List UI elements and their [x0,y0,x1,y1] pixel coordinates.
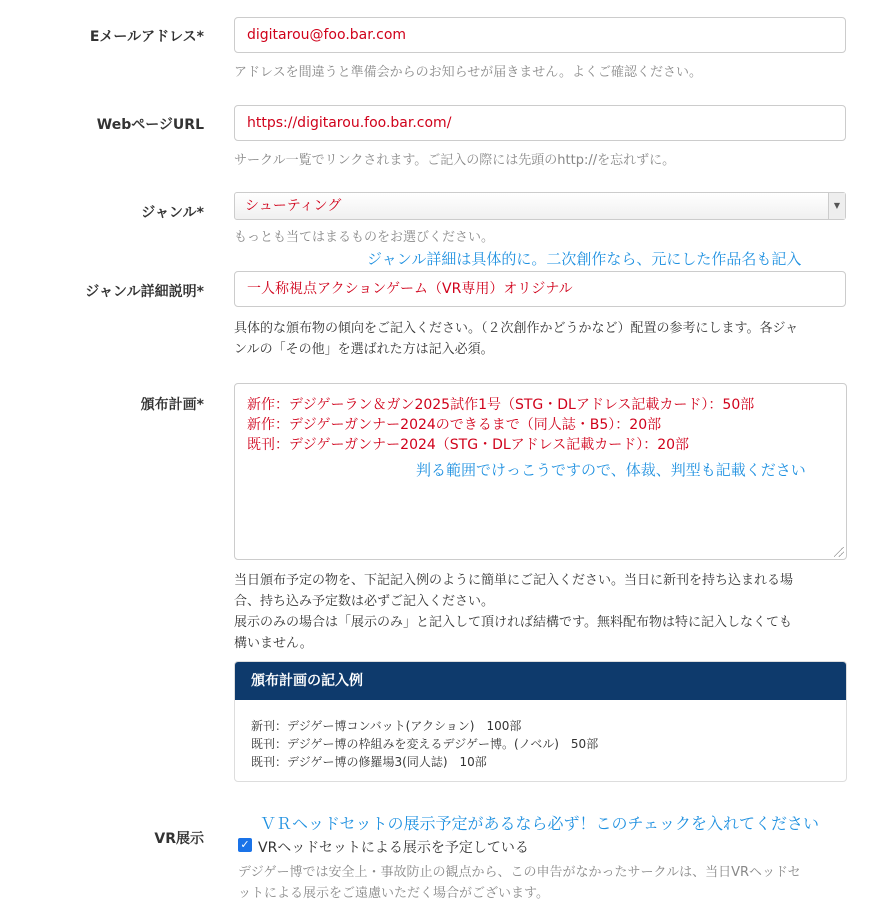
distribution-annotation: 判る範囲でけっこうですので、体裁、判型も記載ください [416,461,806,479]
genre-detail-annotation: ジャンル詳細は具体的に。二次創作なら、元にした作品名も記入 [367,250,802,268]
vr-label: VR展示 [154,831,204,847]
genre-detail-field[interactable]: 一人称視点アクションゲーム（VR専用）オリジナル [234,271,846,307]
dropdown-arrow-icon[interactable]: ▼ [828,193,845,219]
textarea-line: 新作：デジゲーガンナー2024のできるまで（同人誌・B5）：20部 [247,417,662,433]
genre-selected-value: シューティング [245,198,342,214]
vr-annotation: ＶＲヘッドセットの展示予定があるなら必ず！このチェックを入れてください [260,814,820,833]
web-url-field[interactable]: https://digitarou.foo.bar.com/ [234,105,846,141]
help-line: デジゲー博では安全上・事故防止の観点から、この申告がなかったサークルは、当日VRヘッドセ [238,865,801,880]
example-line: 既刊：デジゲー博の修羅場3(同人誌) 10部 [251,755,487,769]
genre-detail-label: ジャンル詳細説明* [85,284,204,300]
textarea-line: 新作：デジゲーラン＆ガン2025試作1号（STG・DLアドレス記載カード）：50部 [247,397,755,413]
textarea-line: 既刊：デジゲーガンナー2024（STG・DLアドレス記載カード）：20部 [247,437,690,453]
genre-select[interactable] [234,192,846,220]
email-help: アドレスを間違うと準備会からのお知らせが届きません。よくご確認ください。 [234,65,703,80]
distribution-help [234,570,846,654]
help-line: 展示のみの場合は「展示のみ」と記入して頂ければ結構です。無料配布物は特に記入しなくても [234,615,792,630]
genre-label: ジャンル* [141,205,204,221]
genre-help: もっとも当てはまるものをお選びください。 [234,230,495,245]
help-line: 合、持ち込み予定数は必ずご記入ください。 [234,594,495,609]
example-panel [234,661,847,782]
web-url-help: サークル一覧でリンクされます。ご記入の際には先頭のhttp://を忘れずに。 [234,153,676,168]
web-url-label: WebページURL [96,117,204,133]
help-line: 当日頒布予定の物を、下記記入例のように簡単にご記入ください。当日に新刊を持ち込まれる場 [234,573,794,588]
vr-checkbox-label[interactable]: VRヘッドセットによる展示を予定している [258,840,529,856]
help-line: ットによる展示をご遠慮いただく場合がございます。 [238,886,549,901]
resize-handle-icon[interactable] [834,547,844,557]
email-field[interactable]: digitarou@foo.bar.com [234,17,846,53]
example-line: 新刊：デジゲー博コンバット(アクション) 100部 [251,719,522,733]
vr-checkbox[interactable]: ✓ [238,838,252,852]
vr-help [238,862,801,904]
example-line: 既刊：デジゲー博の枠組みを変えるデジゲー博。(ノベル) 50部 [251,737,599,751]
genre-detail-help [234,318,846,360]
help-line: 具体的な頒布物の傾向をご記入ください。（２次創作かどうかなど）配置の参考にします。各ジャ [234,321,799,336]
example-panel-title: 頒布計画の記入例 [235,662,846,700]
help-line: 構いません。 [234,636,313,651]
distribution-label: 頒布計画* [140,397,204,413]
help-line: ンルの「その他」を選ばれた方は記入必須。 [234,342,494,357]
email-label: Eメールアドレス* [89,29,204,45]
